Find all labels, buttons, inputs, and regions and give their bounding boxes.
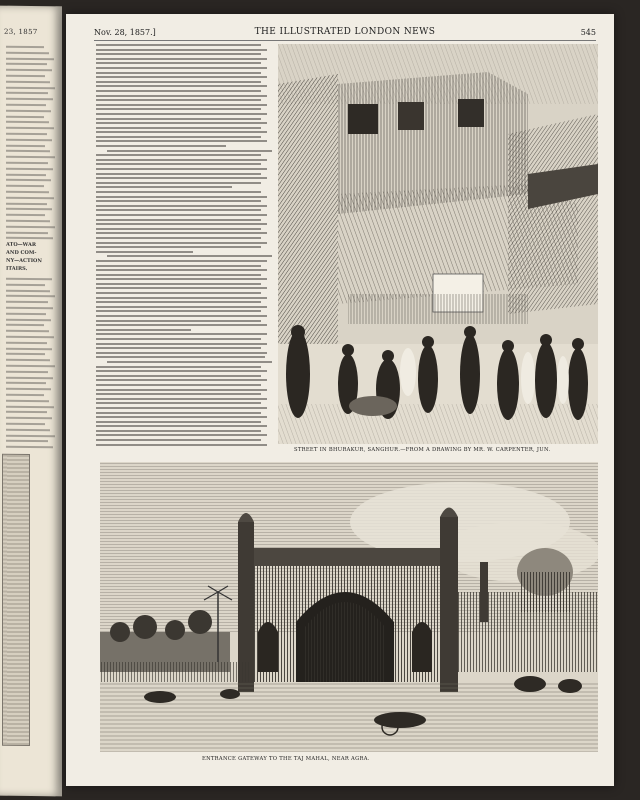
text-line xyxy=(96,90,261,92)
left-text-line xyxy=(6,127,54,130)
left-text-line xyxy=(6,150,50,152)
text-line xyxy=(96,67,267,69)
text-line xyxy=(96,287,267,289)
text-line xyxy=(96,131,267,133)
text-line xyxy=(96,76,267,78)
text-line xyxy=(96,301,261,303)
left-text-line xyxy=(6,173,46,175)
text-line xyxy=(96,393,261,395)
street-engraving xyxy=(278,44,598,444)
left-text-line xyxy=(6,214,45,216)
text-line xyxy=(96,297,267,299)
left-text-line xyxy=(6,394,44,396)
left-text-line xyxy=(6,104,46,106)
text-line xyxy=(96,113,267,115)
text-line xyxy=(96,159,267,161)
left-page-edge xyxy=(0,6,62,797)
text-line xyxy=(96,379,267,381)
left-text-line xyxy=(6,446,53,448)
text-line xyxy=(96,163,261,165)
left-page-header: 23, 1857 xyxy=(4,27,38,37)
left-text-line xyxy=(6,388,51,390)
text-line xyxy=(96,366,261,368)
text-line xyxy=(96,329,191,331)
text-line xyxy=(96,136,261,138)
text-line xyxy=(96,242,267,244)
left-text-line xyxy=(6,202,47,204)
left-text-line xyxy=(6,342,47,344)
text-line xyxy=(96,269,267,271)
text-line xyxy=(96,173,261,175)
text-line xyxy=(96,246,261,248)
left-text-line xyxy=(6,295,55,298)
publication-title: THE ILLUSTRATED LONDON NEWS xyxy=(254,27,436,37)
left-text-line xyxy=(6,237,53,239)
text-line xyxy=(96,425,267,427)
taj-mahal-gateway-caption: ENTRANCE GATEWAY TO THE TAJ MAHAL, NEAR AGRA. xyxy=(202,756,370,762)
text-line xyxy=(107,150,272,152)
text-line xyxy=(96,53,261,55)
text-line xyxy=(96,402,261,404)
text-line xyxy=(96,352,267,354)
left-page-heading: ATO—WAR xyxy=(6,241,37,249)
left-text-line xyxy=(6,179,51,181)
left-text-line xyxy=(6,278,52,280)
left-text-line xyxy=(6,347,52,349)
text-line xyxy=(96,398,267,400)
text-line xyxy=(107,361,272,363)
text-line xyxy=(96,182,261,184)
left-text-line xyxy=(6,168,53,170)
text-line xyxy=(107,255,272,257)
left-text-line xyxy=(6,376,53,378)
text-line xyxy=(96,81,261,83)
text-line xyxy=(96,412,261,414)
left-text-line xyxy=(6,307,53,309)
left-text-line xyxy=(6,52,49,54)
text-line xyxy=(96,95,267,97)
left-text-line xyxy=(6,92,48,94)
text-line xyxy=(96,177,267,179)
text-line xyxy=(96,58,267,60)
text-line xyxy=(96,370,267,372)
left-text-line xyxy=(6,330,49,332)
text-line xyxy=(96,186,232,188)
left-text-line xyxy=(6,284,45,286)
text-line xyxy=(96,237,261,239)
text-line xyxy=(96,338,261,340)
left-text-line xyxy=(6,336,54,339)
text-line xyxy=(96,251,193,253)
text-line xyxy=(96,72,261,74)
text-line xyxy=(96,434,267,436)
street-engraving-caption: STREET IN BHURAKUR, SANGHUR.—FROM A DRAWING BY MR. W. CARPENTER, JUN. xyxy=(294,447,551,453)
left-text-line xyxy=(6,75,45,77)
left-text-line xyxy=(6,324,44,326)
text-line xyxy=(96,384,261,386)
text-line xyxy=(96,85,267,87)
left-text-line xyxy=(6,405,54,408)
left-text-line xyxy=(6,185,44,187)
left-text-line xyxy=(6,98,53,100)
text-line xyxy=(96,145,226,147)
left-text-line xyxy=(6,144,45,146)
left-page-text xyxy=(0,6,62,7)
text-line xyxy=(96,260,267,262)
left-text-line xyxy=(6,226,55,229)
text-line xyxy=(96,274,261,276)
left-text-line xyxy=(6,400,49,402)
text-line xyxy=(96,292,261,294)
text-line xyxy=(96,168,267,170)
text-line xyxy=(96,205,267,207)
left-text-line xyxy=(6,57,54,60)
text-line xyxy=(96,333,267,335)
article-text-column xyxy=(96,44,272,454)
page-header xyxy=(94,26,596,41)
text-line xyxy=(96,122,267,124)
left-page-heading: AND COM- xyxy=(6,249,37,257)
left-text-line xyxy=(6,417,52,419)
text-line xyxy=(96,389,267,391)
text-line xyxy=(96,191,261,193)
text-line xyxy=(96,228,261,230)
text-line xyxy=(96,200,261,202)
left-text-line xyxy=(6,81,50,83)
text-line xyxy=(96,444,267,446)
text-line xyxy=(96,108,261,110)
taj-mahal-gateway-engraving xyxy=(100,462,598,752)
left-text-line xyxy=(6,191,49,193)
left-text-line xyxy=(6,411,47,413)
left-text-line xyxy=(6,231,48,233)
text-line xyxy=(96,154,261,156)
left-text-line xyxy=(6,289,50,291)
text-line xyxy=(96,306,267,308)
left-text-line xyxy=(6,423,45,425)
text-line xyxy=(96,219,261,221)
text-line xyxy=(96,62,261,64)
text-line xyxy=(96,223,267,225)
left-text-line xyxy=(6,162,48,164)
text-line xyxy=(96,232,267,234)
text-line xyxy=(96,347,261,349)
left-text-line xyxy=(6,115,44,117)
left-text-line xyxy=(6,208,52,210)
text-line xyxy=(96,407,267,409)
left-text-line xyxy=(6,440,48,442)
left-text-line xyxy=(6,220,50,222)
left-page-heading: NY—ACTION xyxy=(6,257,42,265)
left-text-line xyxy=(6,301,48,303)
text-line xyxy=(96,265,261,267)
left-text-line xyxy=(6,156,55,159)
left-text-line xyxy=(6,434,55,437)
text-line xyxy=(96,430,261,432)
left-text-line xyxy=(6,197,54,200)
left-text-line xyxy=(6,110,51,112)
text-line xyxy=(96,140,267,142)
newspaper-page xyxy=(66,14,614,786)
left-text-line xyxy=(6,313,46,315)
left-page-heading: ITAIRS. xyxy=(6,265,28,272)
left-text-line xyxy=(6,86,55,89)
text-line xyxy=(96,315,267,317)
left-text-line xyxy=(6,382,46,384)
text-line xyxy=(96,196,267,198)
text-line xyxy=(96,209,261,211)
text-line xyxy=(96,44,261,46)
text-line xyxy=(96,99,261,101)
left-text-line xyxy=(6,133,47,135)
text-line xyxy=(96,214,267,216)
text-line xyxy=(96,416,267,418)
issue-date: Nov. 28, 1857.] xyxy=(94,28,156,37)
left-text-line xyxy=(6,121,49,123)
text-line xyxy=(96,356,265,358)
page-number: 545 xyxy=(580,28,596,37)
left-text-line xyxy=(6,429,50,431)
text-line xyxy=(96,375,261,377)
left-text-line xyxy=(6,46,44,48)
left-text-line xyxy=(6,63,47,65)
text-line xyxy=(96,278,267,280)
left-text-line xyxy=(6,359,50,361)
left-text-line xyxy=(6,353,45,355)
text-line xyxy=(96,49,267,51)
left-text-line xyxy=(6,318,51,320)
text-line xyxy=(96,343,267,345)
text-line xyxy=(96,127,261,129)
text-line xyxy=(96,118,261,120)
text-line xyxy=(96,324,267,326)
text-line xyxy=(96,283,261,285)
left-text-line xyxy=(6,365,55,368)
text-line xyxy=(96,421,261,423)
left-text-line xyxy=(6,69,52,71)
text-line xyxy=(96,310,261,312)
text-line xyxy=(96,320,261,322)
left-text-line xyxy=(6,139,52,141)
left-page-illustration xyxy=(2,454,30,746)
text-line xyxy=(96,439,261,441)
text-line xyxy=(96,104,267,106)
left-text-line xyxy=(6,371,48,373)
